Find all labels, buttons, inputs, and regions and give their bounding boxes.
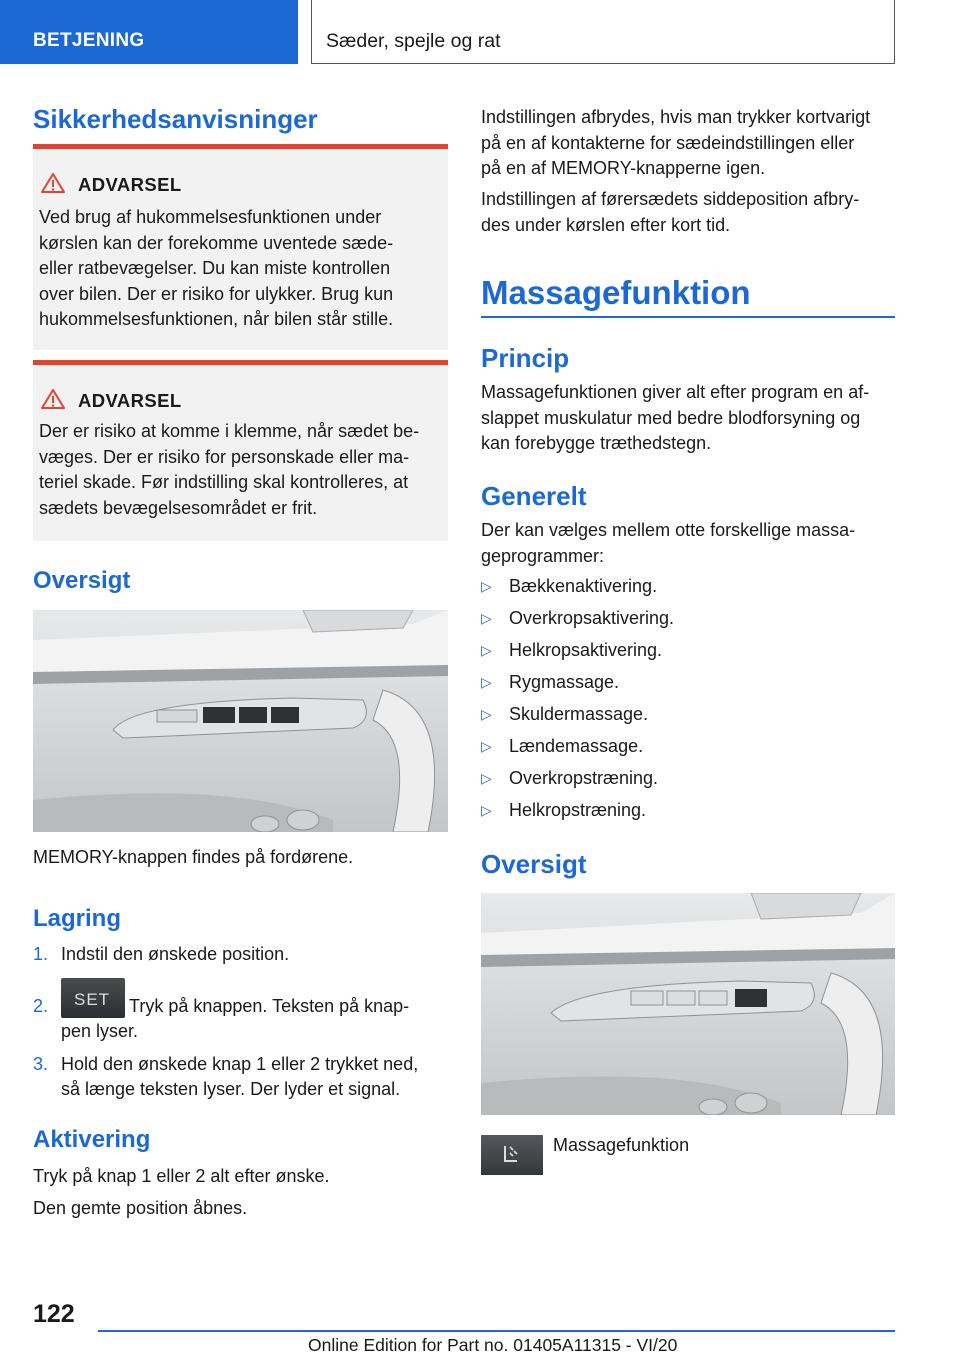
warning-box-1 [33,144,448,350]
activation-title: Aktivering [33,1126,151,1153]
door-massage-photo [481,893,895,1115]
section-header [311,0,895,64]
massage-key-icon [481,1135,543,1175]
section-label: Sæder, spejle og rat [326,30,501,52]
step-3: 3. Hold den ønskede knap 1 eller 2 trykket ned, så længe teksten lyser. Der lyder et signal. [33,1054,419,1099]
program-list [481,574,895,830]
page-number: 122 [33,1300,75,1328]
principle-text: Massagefunktionen giver alt efter program en af- slappet muskulatur med bedre blodforsyning og kan forebygge træthedstegn. [481,382,870,453]
list-item: ▷ Bækkenaktivering. [481,576,658,596]
title-underline [481,316,895,318]
general-title: Generelt [481,481,587,511]
footer-edition: Online Edition for Part no. 01405A11315 - VI/20 [308,1335,678,1355]
chapter-tab [0,0,298,64]
list-item: ▷ Overkropsaktivering. [481,608,675,628]
warning-text: Ved brug af hukommelsesfunktionen under kørslen kan der forekomme uventede sæde- eller ratbevægelser. Du kan miste kontrollen over bilen. Der er risiko for ulykker. Brug kun hukommelsesfunktionen, når bilen står stille. [39,207,394,329]
warning-triangle-icon [41,388,65,410]
massage-caption: Massagefunktion [553,1135,690,1155]
list-item: ▷ Skuldermassage. [481,704,649,724]
overview-title-left: Oversigt [33,567,131,594]
intro-text: Indstillingen afbrydes, hvis man trykker kortvarigt på en af kontakterne for sædeindstillingen eller på en af MEMORY-knapperne igen. [481,107,871,178]
principle-title: Princip [481,343,570,373]
list-item: ▷ Helkropstræning. [481,800,647,820]
safety-title: Sikkerhedsanvisninger [33,104,318,134]
warning-label: ADVARSEL [78,174,182,195]
intro-text-2: Indstillingen af førersædets siddeposition afbry- des under kørslen efter kort tid. [481,189,860,235]
activation-text: Tryk på knap 1 eller 2 alt efter ønske. Den gemte position åbnes. [33,1166,330,1218]
footer-line [98,1330,895,1332]
door-memory-photo [33,610,448,832]
general-text: Der kan vælges mellem otte forskellige massa- geprogrammer: [481,520,856,566]
chapter-label: BETJENING [33,30,145,51]
step-2: 2. SET Tryk på knappen. Teksten på knap- pen lyser. [33,978,448,1048]
warning-bar [33,360,448,365]
list-item: ▷ Rygmassage. [481,672,620,692]
warning-box-2 [33,360,448,541]
massage-title: Massagefunktion [481,274,751,311]
photo-caption: MEMORY-knappen findes på fordørene. [33,847,354,867]
list-item: ▷ Lændemassage. [481,736,644,756]
warning-label: ADVARSEL [78,390,182,411]
list-item: ▷ Overkropstræning. [481,768,659,788]
warning-text: Der er risiko at komme i klemme, når sædet be- væges. Der er risiko for personskade eller ma- teriel skade. Før indstilling skal kontrolleres, at sædets bevægelsesområdet er frit. [39,421,420,518]
step-1: 1. Indstil den ønskede position. [33,944,290,964]
set-key-icon: SET [61,978,125,1018]
saving-title: Lagring [33,905,121,932]
list-item: ▷ Helkropsaktivering. [481,640,663,660]
overview-title-right: Oversigt [481,849,587,879]
warning-triangle-icon [41,172,65,194]
warning-bar [33,144,448,149]
